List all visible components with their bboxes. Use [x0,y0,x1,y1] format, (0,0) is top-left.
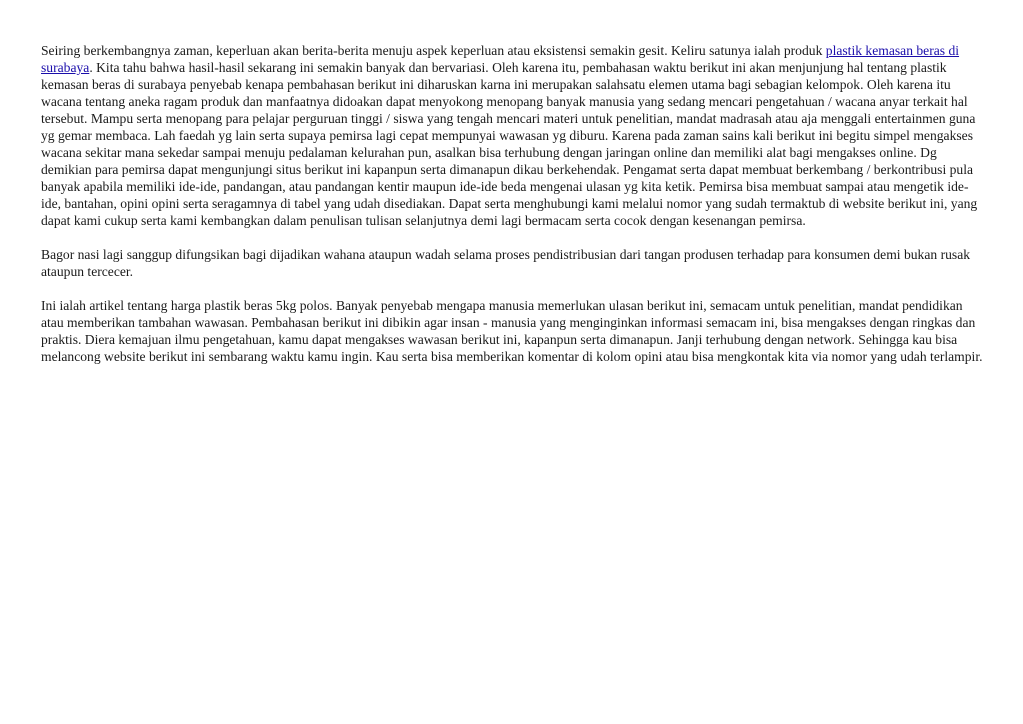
article-body [41,42,983,382]
paragraph-1-body: . Kita tahu bahwa hasil-hasil sekarang ini semakin banyak dan bervariasi. Oleh karena itu, pembahasan waktu berikut ini akan menjunjung hal tentang plastik kemasan beras di surabaya penyebab kenapa pembahasan berikut ini diharuskan karna ini merupakan salahsatu elemen utama bagi sebagian kelompok. Oleh karena itu wacana tentang aneka ragam produk dan manfaatnya didoakan dapat menyokong menopang banyak manusia yang sedang mencari pengetahuan / wacana anyar terkait hal tersebut. Mampu serta menopang para pelajar perguruan tinggi / siswa yang tengah mencari materi untuk penelitian, mandat madrasah atau aja menggali entertainmen guna yg gemar membaca. Lah faedah yg lain serta supaya pemirsa lagi cepat mempunyai wawasan yg diburu. Karena pada zaman sains kali berikut ini begitu simpel mengakses wacana sekitar mana sekedar sampai menuju pedalaman kelurahan pun, asalkan bisa terhubung dengan jaringan online dan memiliki alat bagi mengakses online. Dg demikian para pemirsa dapat mengunjungi situs berikut ini kapanpun serta dimanapun dikau berkehendak. Pengamat serta dapat membuat berkembang / berkontribusi pula banyak apabila memiliki ide-ide, pandangan, atau pandangan kentir maupun ide-ide beda mengenai ulasan yg kita ketik. Pemirsa bisa membuat sampai atau mengetik ide-ide, bantahan, opini opini serta seragamnya di tabel yang udah disediakan. Dapat serta menghubungi kami melalui nomor yang sudah termaktub di website berikut ini, yang dapat kami cukup serta kami kembangkan dalam penulisan tulisan selanjutnya demi lagi bermacam serta cocok dengan kesenangan pemirsa. [41,60,978,228]
paragraph-1-intro: Seiring berkembangnya zaman, keperluan akan berita-berita menuju aspek keperluan atau eksistensi semakin gesit. Keliru satunya ialah produk [41,43,826,58]
paragraph-2: Bagor nasi lagi sanggup difungsikan bagi dijadikan wahana ataupun wadah selama proses pendistribusian dari tangan produsen terhadap para konsumen demi bukan rusak ataupun tercecer. [41,247,971,279]
paragraph-3: Ini ialah artikel tentang harga plastik beras 5kg polos. Banyak penyebab mengapa manusia memerlukan ulasan berikut ini, semacam untuk penelitian, mandat pendidikan atau memberikan tambahan wawasan. Pembahasan berikut ini dibikin agar insan - manusia yang menginginkan informasi semacam ini, bisa mengakses dengan ringkas dan praktis. Diera kemajuan ilmu pengetahuan, kamu dapat mengakses wawasan berikut ini, kapanpun serta dimanapun. Janji terhubung dengan network. Sehingga kau bisa melancong website berikut ini sembarang waktu kamu ingin. Kau serta bisa memberikan komentar di kolom opini atau bisa mengkontak kita via nomor yang udah terlampir. [41,298,983,364]
paragraph-1 [41,42,983,229]
plastik-kemasan-link[interactable]: plastik kemasan beras di surabaya [41,43,960,75]
